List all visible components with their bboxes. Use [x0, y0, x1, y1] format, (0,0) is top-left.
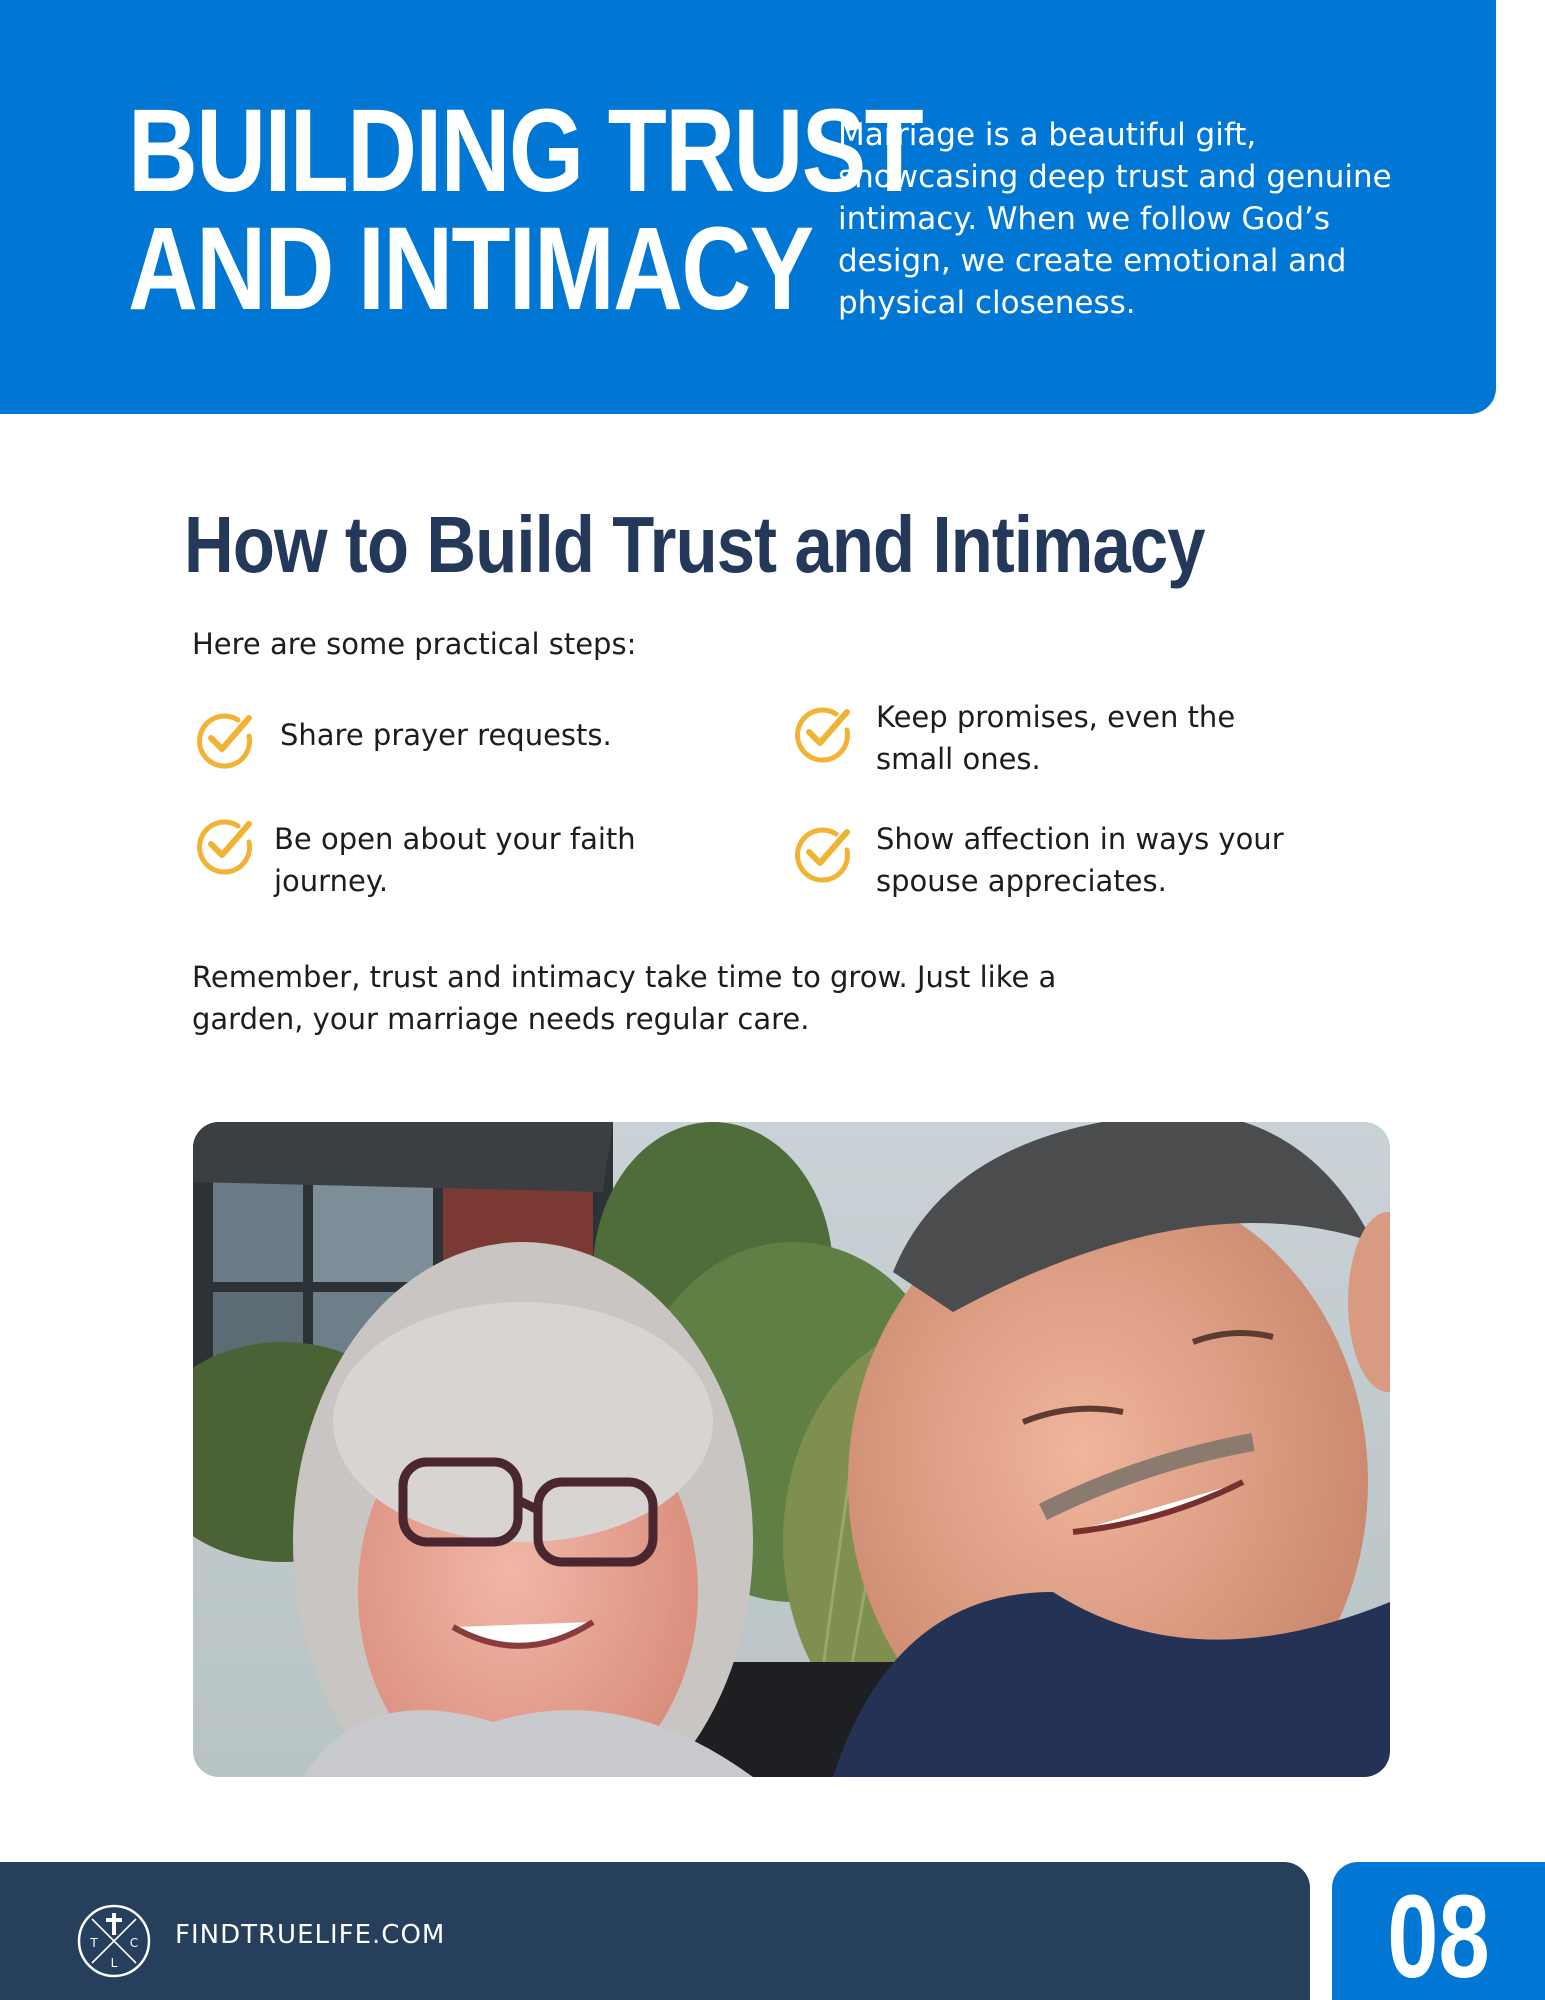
check-circle-icon: [792, 822, 854, 884]
couple-photo: [193, 1122, 1390, 1777]
step-text: Share prayer requests.: [280, 718, 612, 752]
check-circle-icon: [194, 708, 256, 770]
step-text: Show affection in ways your spouse appreciates.: [876, 822, 1284, 898]
logo-letter: L: [110, 1956, 118, 1970]
step-item: [792, 822, 1296, 902]
step-text: Be open about your faith journey.: [274, 822, 636, 898]
check-circle-icon: [792, 702, 854, 764]
page-title-line-1: BUILDING TRUST: [128, 85, 923, 217]
step-item: [194, 814, 654, 902]
check-circle-icon: [194, 814, 256, 876]
couple-photo-illustration: [193, 1122, 1390, 1777]
lead-text: Here are some practical steps:: [192, 627, 637, 661]
page-title: [128, 85, 923, 335]
step-item: [194, 708, 680, 770]
page-number: 08: [1387, 1871, 1490, 2000]
step-text: Keep promises, even the small ones.: [876, 700, 1236, 776]
page-title-line-2: AND INTIMACY: [128, 203, 813, 335]
header-band: [0, 0, 1496, 414]
logo-letter: C: [129, 1936, 139, 1950]
step-item: [792, 702, 1256, 780]
footer-site-link[interactable]: FINDTRUELIFE.COM: [175, 1920, 446, 1950]
closing-text: Remember, trust and intimacy take time to grow. Just like a garden, your marriage needs regular care.: [192, 960, 1057, 1036]
section-heading: How to Build Trust and Intimacy: [184, 500, 1205, 589]
page-number-box: [1332, 1862, 1545, 2000]
header-intro: Marriage is a beautiful gift, showcasing deep trust and genuine intimacy. When we follow God’s design, we create emotional and physical closeness.: [838, 117, 1392, 321]
true-life-logo-icon: [76, 1903, 152, 1979]
logo-letter: T: [90, 1936, 98, 1950]
